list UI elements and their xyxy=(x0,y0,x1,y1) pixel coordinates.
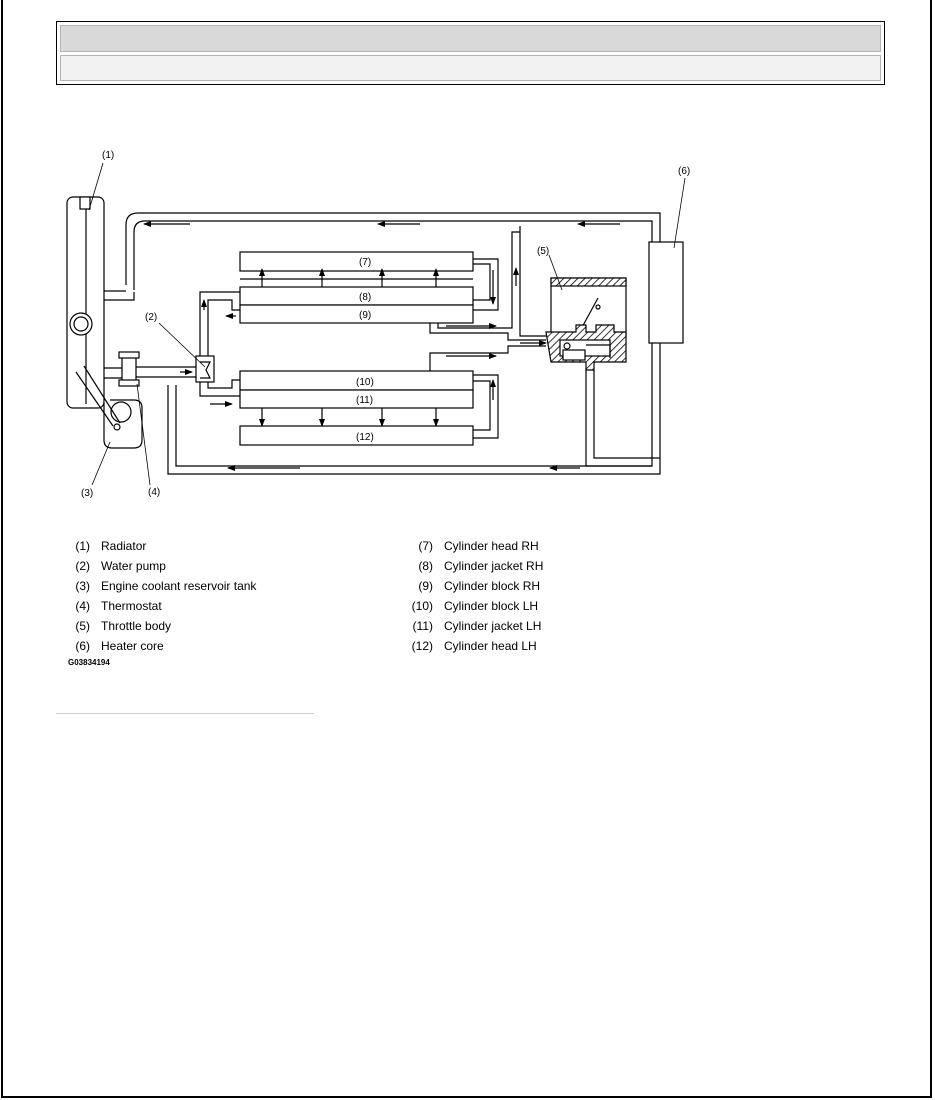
callout-7: (7) xyxy=(359,257,372,268)
heater-core xyxy=(649,242,683,343)
callout-1: (1) xyxy=(102,150,115,161)
cylinder-block-rh xyxy=(240,305,473,323)
callout-10: (10) xyxy=(356,377,374,388)
throttle-body xyxy=(551,278,626,336)
callout-3: (3) xyxy=(81,488,94,499)
callout-12: (12) xyxy=(356,432,374,443)
callout-5: (5) xyxy=(537,246,550,257)
figure-code: G03834194 xyxy=(68,658,110,667)
divider xyxy=(56,713,314,714)
callout-6: (6) xyxy=(678,166,691,177)
callout-8: (8) xyxy=(359,292,372,303)
cylinder-head-rh xyxy=(240,252,473,271)
cylinder-jacket-rh xyxy=(240,287,473,305)
callout-2: (2) xyxy=(145,312,158,323)
callout-9: (9) xyxy=(359,310,372,321)
callout-4: (4) xyxy=(148,487,161,498)
callout-11: (11) xyxy=(356,395,374,406)
